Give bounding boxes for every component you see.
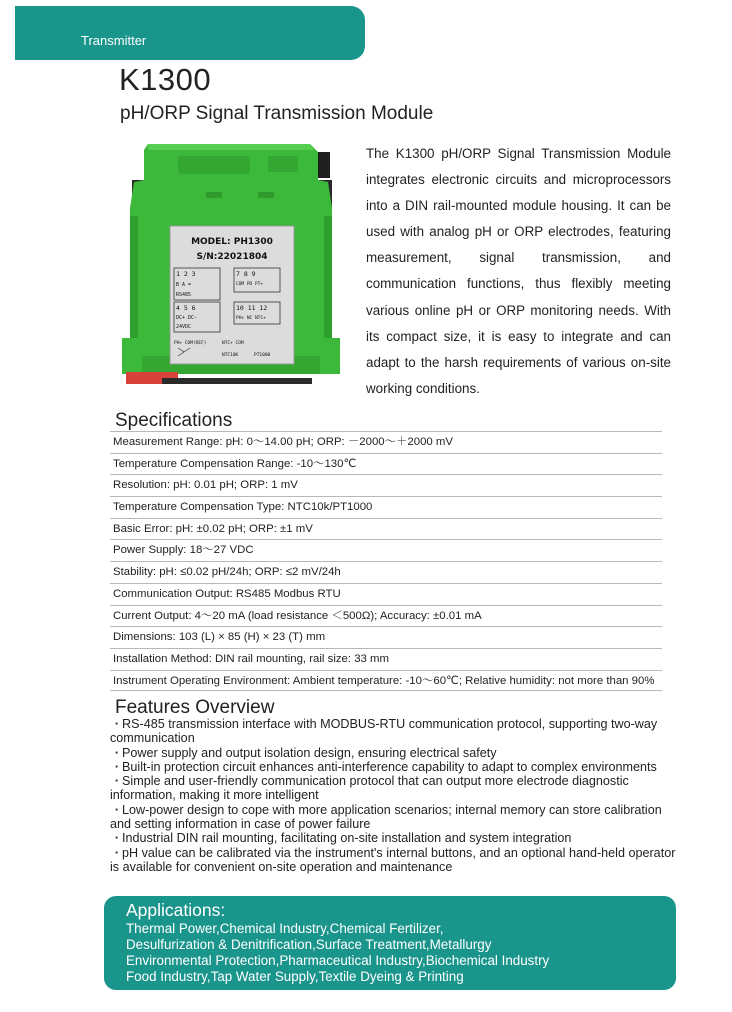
label-t-right-sub: COM PD PT+	[236, 282, 264, 287]
feature-item	[110, 746, 680, 760]
feature-item-text: Low-power design to cope with more application scenarios; internal memory can store calibration and setting information in case of power failure	[110, 802, 662, 832]
features-title: Features Overview	[115, 697, 275, 718]
label-t-left-v: 24VDC	[176, 324, 192, 330]
product-photo	[118, 138, 344, 388]
feature-item	[110, 717, 680, 746]
product-description: The K1300 pH/ORP Signal Transmission Module integrates electronic circuits and microprocessors into a DIN rail-mounted module housing. It can be used with analog pH or ORP electrodes, featuring measurement, signal transmission, and communication functions, thus flexibly meeting various online pH or ORP monitoring needs. With its compact size, it is easy to integrate and can adapt to the harsh requirements of various on-site working conditions.	[366, 146, 671, 396]
spec-row: Dimensions: 103 (L) × 85 (H) × 23 (T) mm	[110, 626, 662, 648]
feature-item	[110, 846, 680, 875]
feature-item	[110, 831, 680, 845]
feature-item	[110, 774, 680, 803]
top-vent	[178, 156, 250, 174]
slot-2	[258, 192, 274, 198]
label-t-right-top: 7 8 9	[236, 270, 256, 278]
feature-item-text: RS-485 transmission interface with MODBUS-RTU communication protocol, supporting two-way communication	[110, 717, 658, 746]
feature-item	[110, 803, 680, 832]
bottom-left-foot	[122, 338, 142, 374]
left-rib	[130, 216, 138, 344]
slot-1	[206, 192, 222, 198]
spec-row: Measurement Range: pH: 0～14.00 pH; ORP: －2000～＋2000 mV	[110, 431, 662, 453]
feature-item-text: Industrial DIN rail mounting, facilitating on-site installation and system integration	[122, 831, 572, 846]
spec-row: Communication Output: RS485 Modbus RTU	[110, 583, 662, 605]
label-t-left-top: 1 2 3	[176, 270, 196, 278]
spec-row: Stability: pH: ≤0.02 pH/24h; ORP: ≤2 mV/24h	[110, 561, 662, 583]
applications-line: Thermal Power,Chemical Industry,Chemical Fertilizer,	[126, 921, 444, 936]
header-tab	[15, 6, 365, 60]
spec-row: Temperature Compensation Range: -10～130℃	[110, 453, 662, 475]
label-bottom-a: PH+ COM(REF)	[174, 341, 207, 346]
spec-row: Instrument Operating Environment: Ambient temperature: -10～60℃; Relative humidity: not more than 90%	[110, 670, 662, 692]
header-tab-label: Transmitter	[81, 33, 147, 48]
specifications-table	[110, 431, 662, 691]
applications-line: Desulfurization & Denitrification,Surface Treatment,Metallurgy	[126, 937, 492, 952]
feature-item-text: Simple and user-friendly communication protocol that can output more electrode diagnostic information, making it more intelligent	[110, 774, 629, 803]
spec-row: Basic Error: pH: ±0.02 pH; ORP: ±1 mV	[110, 518, 662, 540]
label-t-right-mid: 10 11 12	[236, 304, 268, 312]
bottom-right-foot	[320, 338, 340, 374]
label-serial: S/N:22021804	[196, 252, 268, 262]
label-model: MODEL: PH1300	[191, 237, 273, 247]
label-t-right-sub2: PH+ NC NTC+	[236, 316, 266, 321]
applications-panel	[104, 896, 676, 990]
right-rib	[324, 216, 332, 344]
label-t-left-mid: 4 5 6	[176, 304, 196, 312]
product-model: K1300	[119, 62, 212, 97]
spec-row: Power Supply: 18～27 VDC	[110, 539, 662, 561]
product-subtitle: pH/ORP Signal Transmission Module	[120, 103, 434, 124]
label-bottom-b: NTC+ COM	[222, 341, 244, 346]
feature-item-text: Power supply and output isolation design, ensuring electrical safety	[122, 745, 497, 760]
spec-row: Temperature Compensation Type: NTC10k/PT1000	[110, 496, 662, 518]
label-t-left-sub: B A =	[176, 282, 192, 288]
spec-row: Installation Method: DIN rail mounting, rail size: 33 mm	[110, 648, 662, 670]
features-list	[110, 717, 680, 874]
applications-line: Environmental Protection,Pharmaceutical Industry,Biochemical Industry	[126, 953, 550, 968]
feature-item-text: Built-in protection circuit enhances anti-interference capability to adapt to complex environments	[122, 759, 657, 774]
label-bottom-c: NTC10K	[222, 353, 239, 358]
specifications-title: Specifications	[115, 410, 233, 431]
feature-item-text: pH value can be calibrated via the instrument's internal buttons, and an optional hand-held operator is available for convenient on-site operation and maintenance	[110, 845, 676, 874]
top-block	[268, 156, 298, 172]
applications-title: Applications:	[126, 900, 226, 920]
bottom-rail	[162, 378, 312, 384]
housing-highlight	[148, 144, 314, 150]
label-t-left-rs: RS485	[176, 292, 192, 298]
spec-row: Resolution: pH: 0.01 pH; ORP: 1 mV	[110, 474, 662, 496]
feature-item	[110, 760, 680, 774]
spec-row: Current Output: 4～20 mA (load resistance ＜500Ω); Accuracy: ±0.01 mA	[110, 605, 662, 627]
label-t-left-dc: DC+ DC-	[176, 315, 198, 321]
label-bottom-d: PT1000	[254, 353, 271, 358]
applications-line: Food Industry,Tap Water Supply,Textile Dyeing & Printing	[126, 969, 464, 984]
